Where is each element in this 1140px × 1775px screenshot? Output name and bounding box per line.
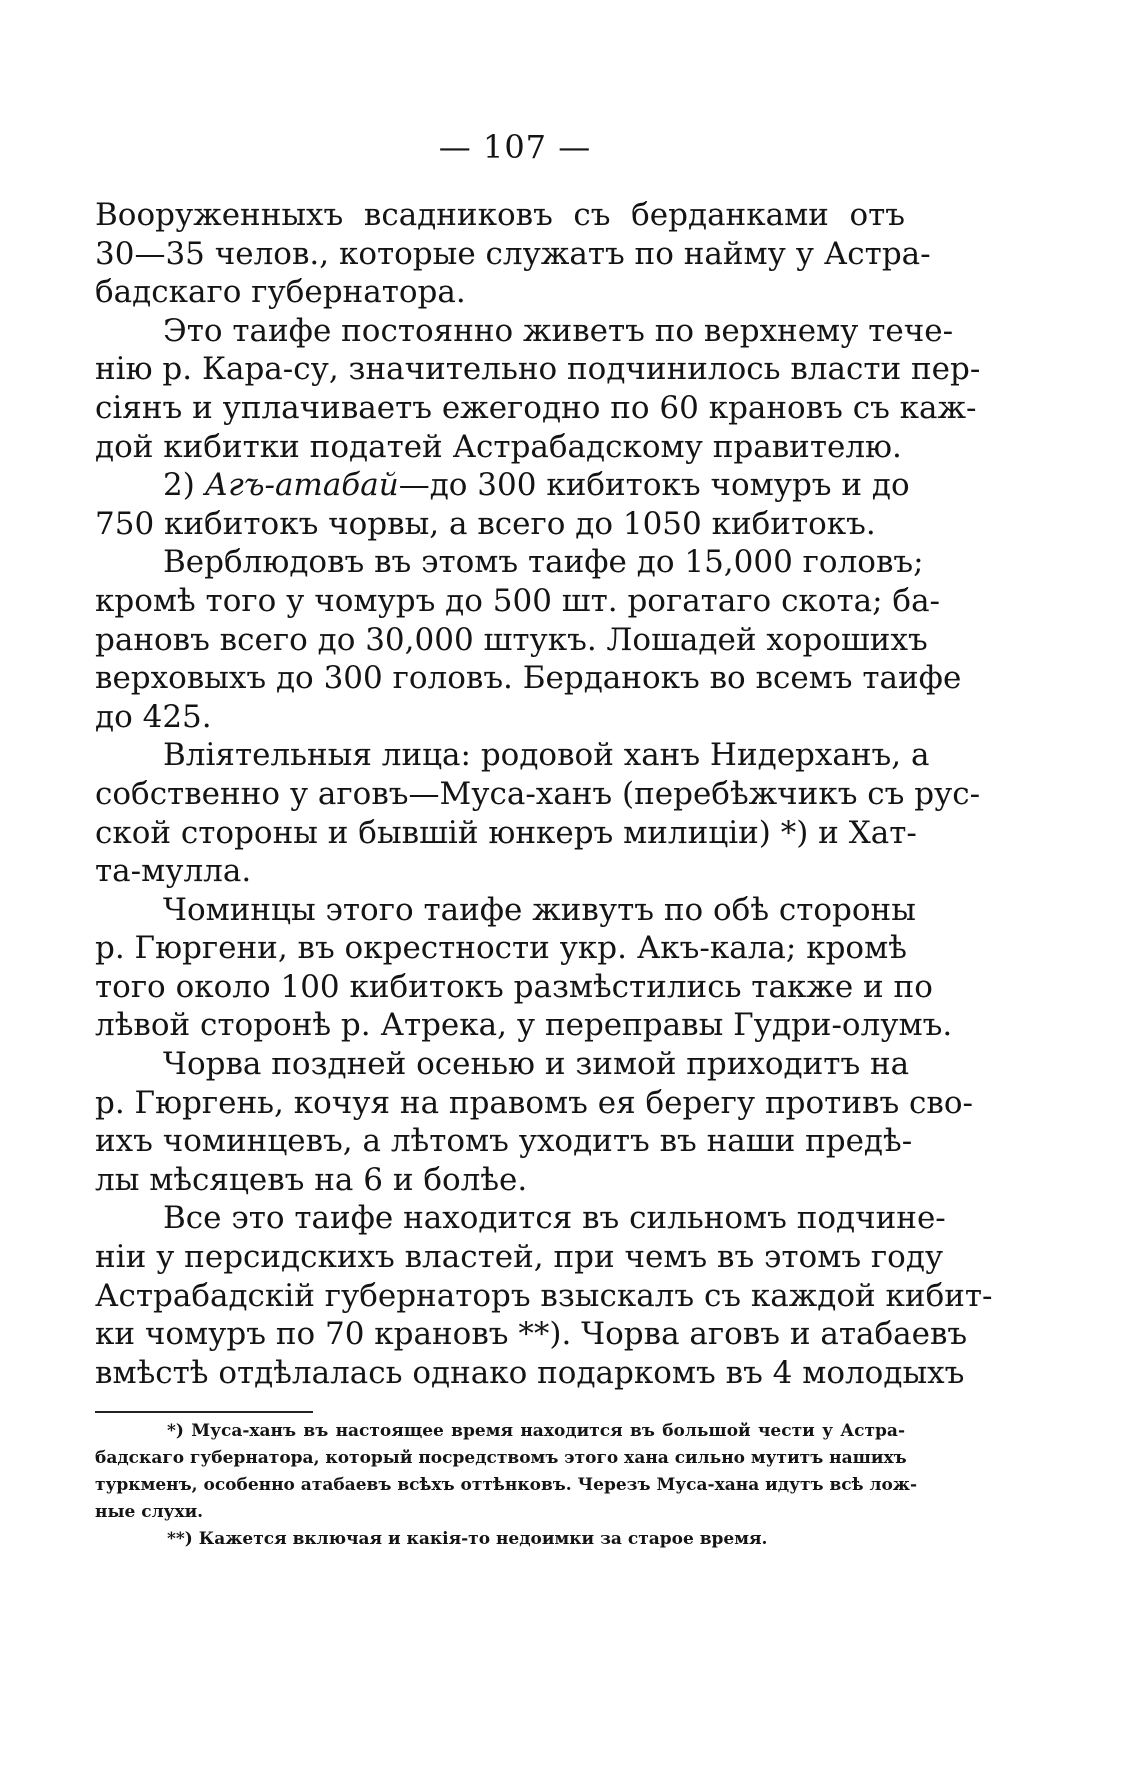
- text-line: р. Гюргень, кочуя на правомъ ея берегу противъ сво-: [95, 1084, 973, 1121]
- text-line: ніи у персидскихъ властей, при чемъ въ этомъ году: [95, 1239, 944, 1276]
- footnote-line: туркменъ, особенно атабаевъ всѣхъ оттѣнковъ. Черезъ Муса-хана идутъ всѣ лож-: [95, 1475, 918, 1495]
- text-line: кромѣ того у чомуръ до 500 шт. рогатаго скота; ба-: [95, 582, 941, 619]
- text-line: сіянъ и уплачиваетъ ежегодно по 60 крановъ съ каж-: [95, 389, 977, 426]
- footnote-line: ные слухи.: [95, 1502, 204, 1522]
- text-line: Все это таифе находится въ сильномъ подчине-: [163, 1200, 946, 1237]
- text-line: вмѣстѣ отдѣлалась однако подаркомъ въ 4 молодыхъ: [95, 1354, 965, 1391]
- text-line: верховыхъ до 300 головъ. Берданокъ во всемъ таифе: [95, 660, 962, 697]
- text-segment: —до 300 кибитокъ чомуръ и до: [398, 467, 910, 504]
- text-line: Чорва поздней осенью и зимой приходитъ на: [163, 1046, 910, 1083]
- text-line: Это таифе постоянно живетъ по верхнему тече-: [163, 312, 954, 349]
- text-line: Вооруженныхъ всадниковъ съ берданками отъ: [95, 197, 905, 233]
- text-line: 750 кибитокъ чорвы, а всего до 1050 кибитокъ.: [95, 505, 876, 542]
- text-line: собственно у аговъ—Муса-ханъ (перебѣжчикъ съ рус-: [95, 775, 981, 812]
- text-line: лѣвой сторонѣ р. Атрека, у переправы Гудри-олумъ.: [95, 1007, 953, 1044]
- text-line: ки чомуръ по 70 крановъ **). Чорва аговъ и атабаевъ: [95, 1316, 968, 1353]
- text-line: ихъ чоминцевъ, а лѣтомъ уходитъ въ наши предѣ-: [95, 1123, 913, 1160]
- text-line: ской стороны и бывшій юнкеръ милиціи) *) и Хат-: [95, 814, 917, 851]
- footnote-divider: [95, 1411, 313, 1413]
- item-number: 2): [163, 467, 205, 504]
- text-line: Вліятельныя лица: родовой ханъ Нидерханъ, а: [163, 737, 930, 774]
- text-line: Астрабадскій губернаторъ взыскалъ съ каждой кибит-: [95, 1277, 993, 1314]
- text-line: Чоминцы этого таифе живутъ по обѣ стороны: [163, 891, 916, 928]
- text-line-ag-atabai: [95, 466, 910, 505]
- main-text: [95, 196, 993, 1392]
- footnotes: [95, 1418, 918, 1553]
- text-line: лы мѣсяцевъ на 6 и болѣе.: [95, 1161, 528, 1198]
- text-line: того около 100 кибитокъ размѣстились также и по: [95, 968, 933, 1005]
- text-line: до 425.: [95, 698, 212, 735]
- text-line: нію р. Кара-су, значительно подчинилось власти пер-: [95, 351, 981, 388]
- page-number: — 107 —: [438, 128, 592, 166]
- tribe-name-italic: Агъ-атабай: [204, 467, 399, 504]
- footnote-line: *) Муса-ханъ въ настоящее время находится въ большой чести у Астра-: [167, 1421, 905, 1441]
- text-line: 30—35 челов., которые служатъ по найму у Астра-: [95, 235, 931, 272]
- text-line: р. Гюргени, въ окрестности укр. Акъ-кала; кромѣ: [95, 930, 907, 967]
- text-line: та-мулла.: [95, 853, 252, 890]
- text-line: дой кибитки податей Астрабадскому правителю.: [95, 428, 902, 465]
- footnote-line: бадскаго губернатора, который посредствомъ этого хана сильно мутитъ нашихъ: [95, 1448, 907, 1468]
- footnote-line: **) Кажется включая и какія-то недоимки за старое время.: [167, 1529, 768, 1549]
- text-line: рановъ всего до 30,000 штукъ. Лошадей хорошихъ: [95, 621, 928, 658]
- text-line: Верблюдовъ въ этомъ таифе до 15,000 головъ;: [163, 544, 924, 581]
- text-line: бадскаго губернатора.: [95, 274, 466, 311]
